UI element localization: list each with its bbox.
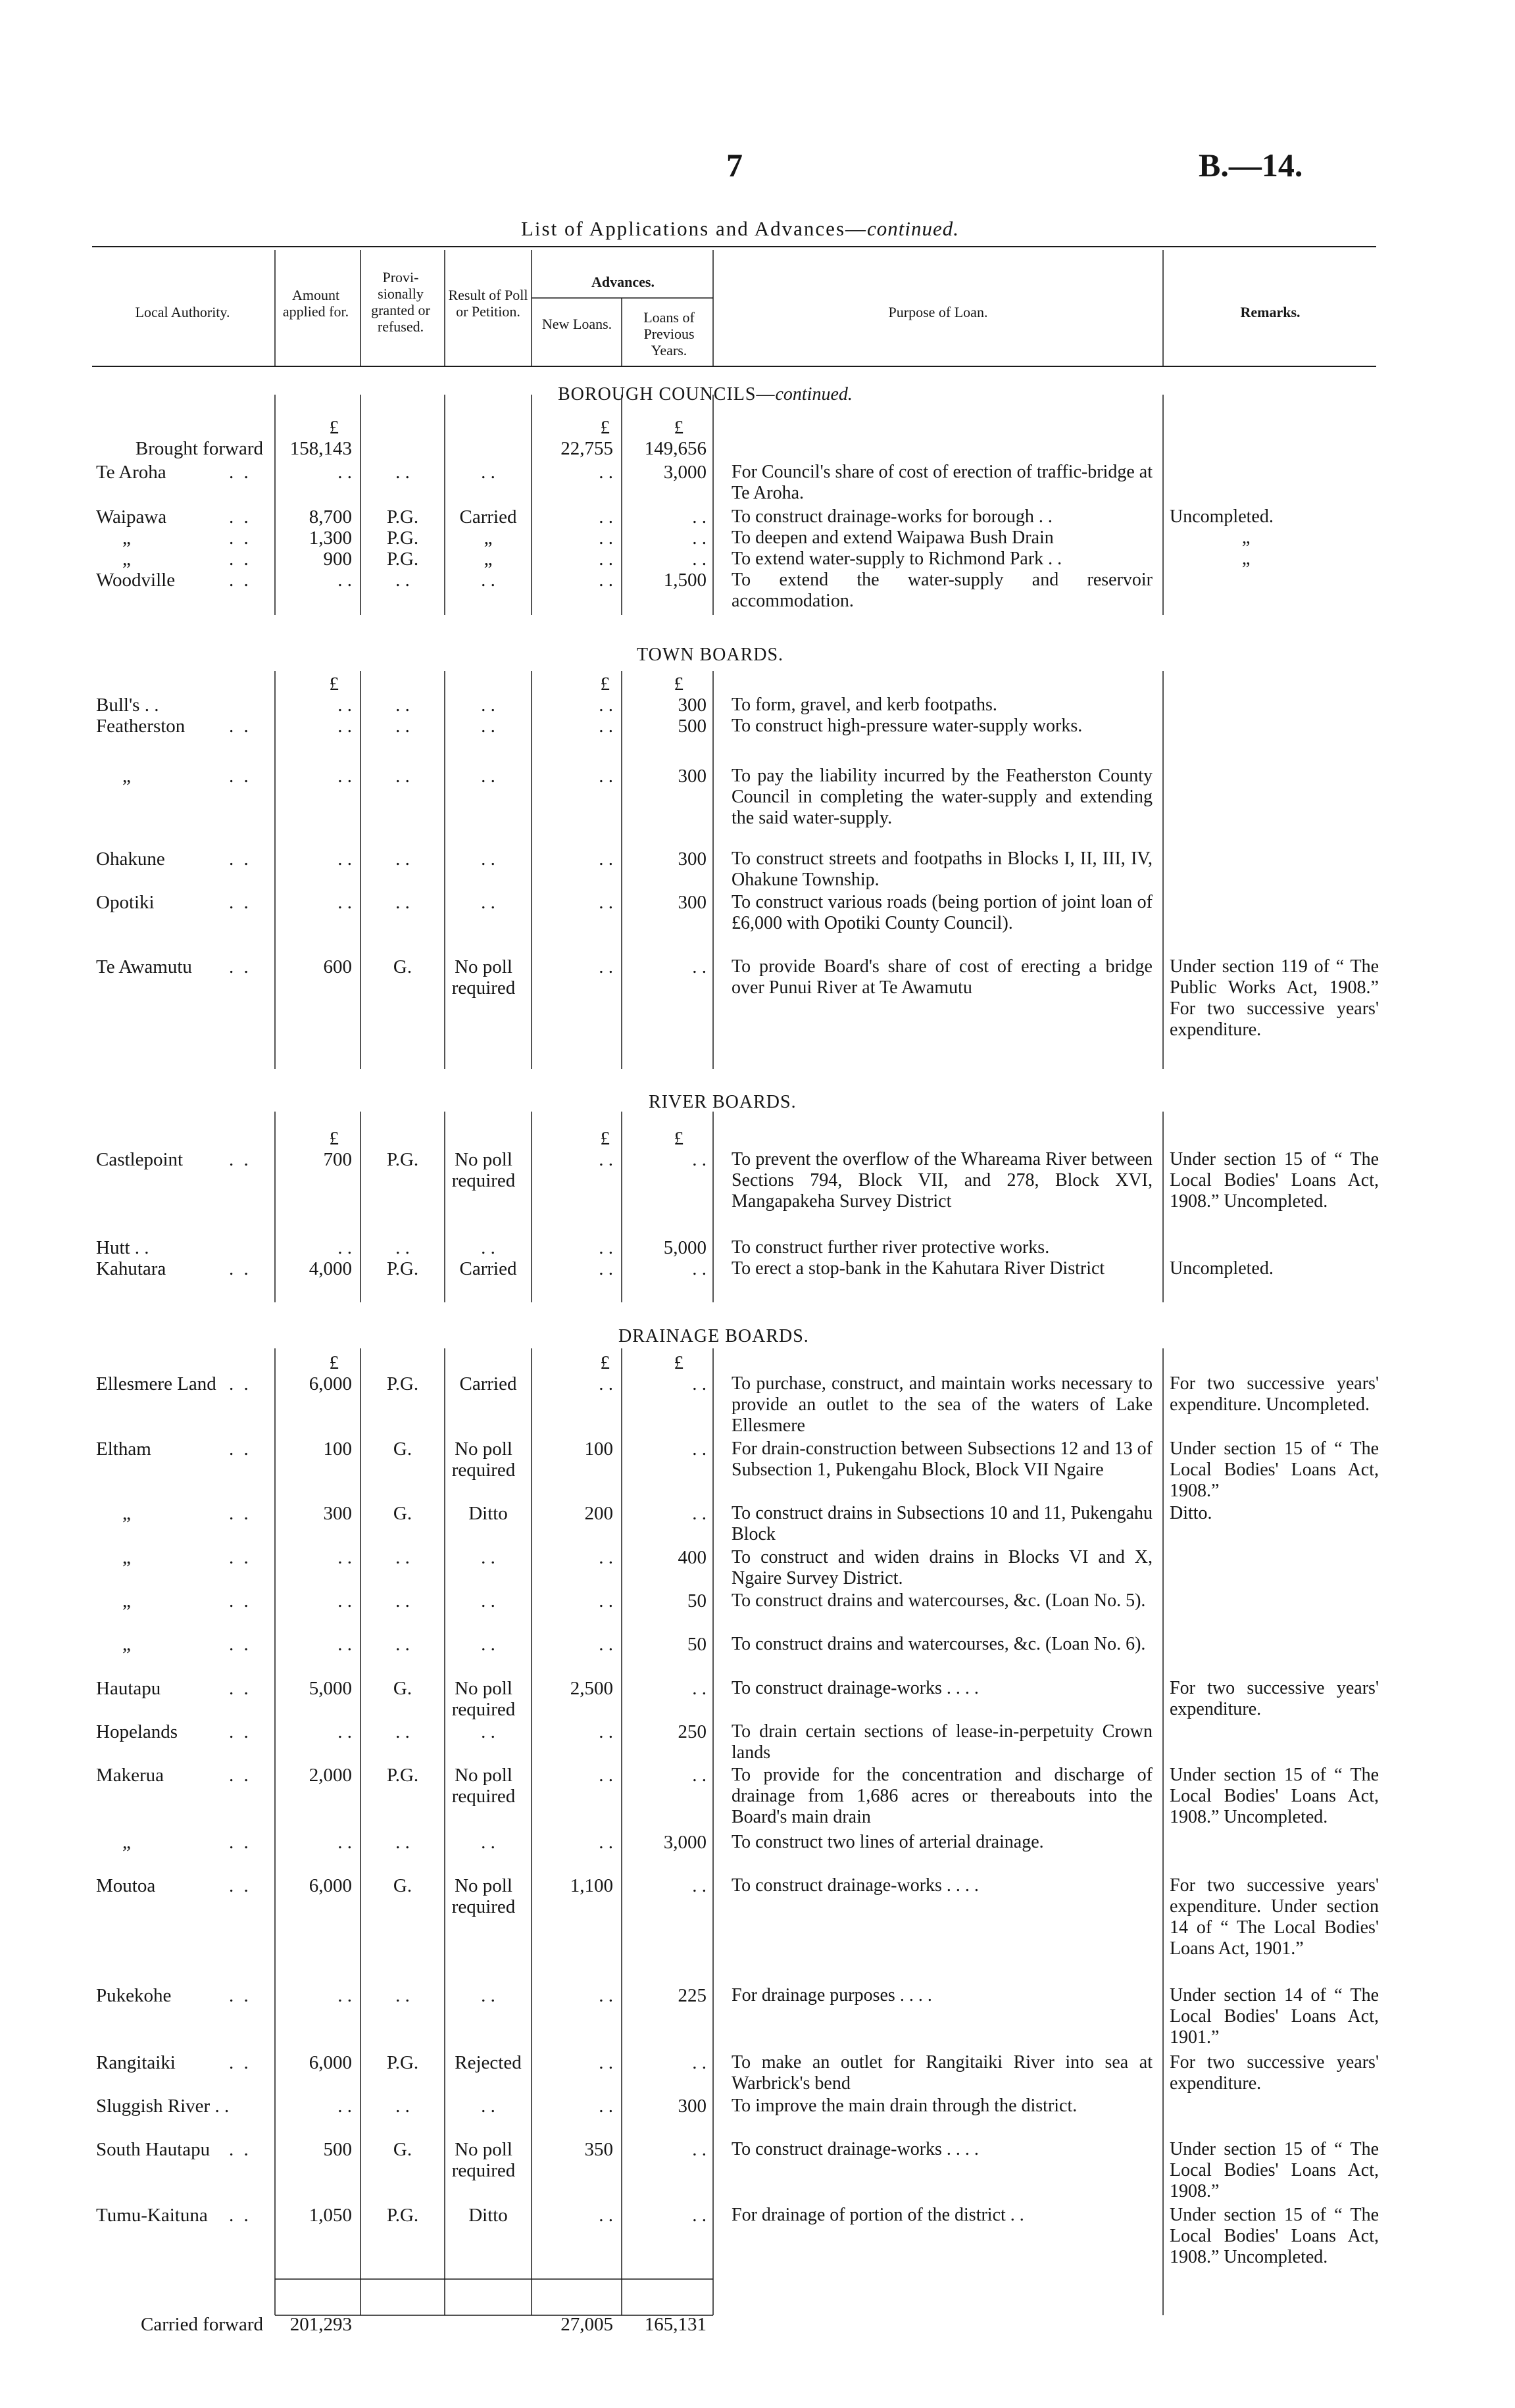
col-new-loans: New Loans. bbox=[541, 316, 612, 332]
row-authority-name: Castlepoint bbox=[96, 1149, 184, 1170]
pound-sign: £ bbox=[674, 1128, 683, 1149]
title-main: List of Applications and Advances— bbox=[520, 217, 868, 240]
row-remarks: For two successive years' expenditure. Uncompleted. bbox=[1170, 1373, 1379, 1415]
row-new-loans: . . bbox=[599, 1373, 613, 1394]
row-purpose: To provide for the concentration and discharge of drainage from 1,686 acres or thereabouts into the Board's main drain bbox=[732, 1765, 1153, 1827]
row-purpose: To construct drains and watercourses, &c. (Loan No. 6). bbox=[732, 1634, 1146, 1654]
row-provisional: P.G. bbox=[386, 1258, 419, 1279]
row-previous-loans: . . bbox=[692, 1149, 707, 1170]
pound-sign: £ bbox=[674, 674, 683, 695]
row-previous-loans: . . bbox=[692, 956, 707, 977]
row-authority-name: Moutoa bbox=[96, 1875, 156, 1896]
row-remarks: Under section 15 of “ The Local Bodies' Loans Act, 1908.” Uncompleted. bbox=[1170, 1765, 1379, 1827]
row-amount-applied: 6,000 bbox=[309, 2052, 352, 2073]
row-provisional: G. bbox=[393, 1438, 412, 1460]
row-poll-result: . . bbox=[481, 892, 495, 913]
row-remarks: Under section 15 of “ The Local Bodies' Loans Act, 1908.” bbox=[1170, 2139, 1379, 2201]
row-new-loans: 200 bbox=[584, 1503, 613, 1524]
row-new-loans: . . bbox=[599, 1721, 613, 1742]
row-authority-name: „ bbox=[122, 549, 131, 570]
row-poll-result: „ bbox=[484, 528, 493, 549]
row-poll-result: . . bbox=[481, 1832, 495, 1853]
row-amount-applied: 5,000 bbox=[309, 1678, 352, 1699]
row-authority-name: „ bbox=[122, 1634, 131, 1655]
row-new-loans: . . bbox=[599, 1149, 613, 1170]
row-amount-applied: 500 bbox=[323, 2139, 352, 2160]
col-result-of-poll: Result of Poll or Petition. bbox=[448, 287, 528, 320]
col-amount-applied: Amount applied for. bbox=[282, 287, 349, 320]
row-new-loans: . . bbox=[599, 1634, 613, 1655]
row-poll-result: . . bbox=[481, 848, 495, 870]
row-poll-result: . . bbox=[481, 1237, 495, 1258]
row-previous-loans: . . bbox=[692, 2205, 707, 2226]
row-poll-result: Ditto bbox=[468, 2205, 508, 2226]
row-new-loans: . . bbox=[599, 528, 613, 549]
row-poll-result: „ bbox=[484, 549, 493, 570]
row-provisional: . . bbox=[395, 462, 410, 483]
row-authority-name: Hutt . . bbox=[96, 1237, 149, 1258]
row-provisional: . . bbox=[395, 1721, 410, 1742]
row-provisional: . . bbox=[395, 1590, 410, 1611]
row-remarks: „ bbox=[1242, 528, 1251, 548]
row-previous-loans: 250 bbox=[678, 1721, 707, 1742]
leader-dots: . . bbox=[229, 506, 251, 528]
row-new-loans: 22,755 bbox=[560, 438, 613, 459]
pound-sign: £ bbox=[600, 417, 610, 438]
row-provisional: G. bbox=[393, 1678, 412, 1699]
row-previous-loans: . . bbox=[692, 2139, 707, 2160]
row-provisional: . . bbox=[395, 1985, 410, 2006]
row-purpose: To construct streets and footpaths in Blocks I, II, III, IV, Ohakune Township. bbox=[732, 848, 1153, 890]
row-previous-loans: . . bbox=[692, 528, 707, 549]
document-code: B.—14. bbox=[1199, 147, 1303, 184]
row-poll-result: No poll required bbox=[451, 1765, 516, 1807]
row-authority-name: Ohakune bbox=[96, 848, 165, 870]
row-poll-result: . . bbox=[481, 716, 495, 737]
row-remarks: Under section 15 of “ The Local Bodies' Loans Act, 1908.” Uncompleted. bbox=[1170, 1149, 1379, 1212]
row-authority-name: Brought forward bbox=[135, 438, 263, 459]
row-previous-loans: 165,131 bbox=[644, 2314, 707, 2335]
row-provisional: P.G. bbox=[386, 1373, 419, 1394]
row-provisional: . . bbox=[395, 766, 410, 787]
row-poll-result: No poll required bbox=[451, 1875, 516, 1917]
row-previous-loans: 300 bbox=[678, 766, 707, 787]
leader-dots: . . bbox=[229, 1765, 251, 1786]
row-purpose: To construct high-pressure water-supply works. bbox=[732, 716, 1083, 736]
row-authority-name: Hopelands bbox=[96, 1721, 178, 1742]
leader-dots: . . bbox=[229, 1503, 251, 1524]
row-new-loans: . . bbox=[599, 570, 613, 591]
row-provisional: P.G. bbox=[386, 506, 419, 528]
row-authority-name: Te Aroha bbox=[96, 462, 166, 483]
row-poll-result: Ditto bbox=[468, 1503, 508, 1524]
row-poll-result: Carried bbox=[459, 1258, 517, 1279]
row-amount-applied: . . bbox=[337, 1237, 352, 1258]
leader-dots: . . bbox=[229, 2139, 251, 2160]
row-provisional: P.G. bbox=[386, 549, 419, 570]
col-advances: Advances. bbox=[591, 274, 655, 290]
row-poll-result: No poll required bbox=[451, 1678, 516, 1720]
row-amount-applied: . . bbox=[337, 1832, 352, 1853]
row-previous-loans: . . bbox=[692, 2052, 707, 2073]
row-amount-applied: . . bbox=[337, 892, 352, 913]
row-poll-result: . . bbox=[481, 2096, 495, 2117]
row-new-loans: . . bbox=[599, 1832, 613, 1853]
row-amount-applied: 6,000 bbox=[309, 1875, 352, 1896]
row-amount-applied: . . bbox=[337, 1547, 352, 1568]
row-authority-name: „ bbox=[122, 1832, 131, 1853]
row-authority-name: Pukekohe bbox=[96, 1985, 172, 2006]
row-new-loans: . . bbox=[599, 1547, 613, 1568]
row-amount-applied: 1,050 bbox=[309, 2205, 352, 2226]
row-purpose: To construct drainage-works . . . . bbox=[732, 2139, 979, 2159]
row-remarks: Under section 15 of “ The Local Bodies' Loans Act, 1908.” bbox=[1170, 1438, 1379, 1501]
row-purpose: To construct drainage-works for borough . . bbox=[732, 506, 1053, 527]
pound-sign: £ bbox=[600, 1128, 610, 1149]
row-previous-loans: . . bbox=[692, 506, 707, 528]
row-amount-applied: . . bbox=[337, 1721, 352, 1742]
leader-dots: . . bbox=[229, 2052, 251, 2073]
row-new-loans: . . bbox=[599, 1237, 613, 1258]
row-amount-applied: . . bbox=[337, 1634, 352, 1655]
row-authority-name: Hautapu bbox=[96, 1678, 161, 1699]
leader-dots: . . bbox=[229, 956, 251, 977]
row-authority-name: „ bbox=[122, 766, 131, 787]
row-amount-applied: 201,293 bbox=[289, 2314, 352, 2335]
leader-dots: . . bbox=[229, 1438, 251, 1460]
row-poll-result: Rejected bbox=[455, 2052, 522, 2073]
row-provisional: P.G. bbox=[386, 2205, 419, 2226]
row-previous-loans: . . bbox=[692, 1678, 707, 1699]
row-provisional: . . bbox=[395, 1547, 410, 1568]
row-purpose: To improve the main drain through the district. bbox=[732, 2096, 1078, 2116]
row-amount-applied: . . bbox=[337, 695, 352, 716]
row-purpose: For drainage purposes . . . . bbox=[732, 1985, 932, 2005]
row-authority-name: Ellesmere Land bbox=[96, 1373, 216, 1394]
pound-sign: £ bbox=[674, 417, 683, 438]
row-purpose: To provide Board's share of cost of erecting a bridge over Punui River at Te Awamutu bbox=[732, 956, 1153, 998]
leader-dots: . . bbox=[229, 570, 251, 591]
row-previous-loans: . . bbox=[692, 1765, 707, 1786]
row-previous-loans: . . bbox=[692, 1373, 707, 1394]
row-provisional: G. bbox=[393, 2139, 412, 2160]
row-previous-loans: 50 bbox=[687, 1634, 707, 1655]
pound-sign: £ bbox=[329, 1352, 339, 1373]
section-river-boards: RIVER BOARDS. bbox=[649, 1092, 797, 1112]
row-amount-applied: . . bbox=[337, 1985, 352, 2006]
leader-dots: . . bbox=[229, 1634, 251, 1655]
row-previous-loans: 5,000 bbox=[663, 1237, 707, 1258]
leader-dots: . . bbox=[229, 716, 251, 737]
row-provisional: . . bbox=[395, 1832, 410, 1853]
leader-dots: . . bbox=[229, 1875, 251, 1896]
row-poll-result: Carried bbox=[459, 506, 517, 528]
row-previous-loans: . . bbox=[692, 1503, 707, 1524]
row-new-loans: 350 bbox=[584, 2139, 613, 2160]
row-previous-loans: . . bbox=[692, 549, 707, 570]
row-remarks: For two successive years' expenditure. bbox=[1170, 2052, 1379, 2094]
row-new-loans: 27,005 bbox=[560, 2314, 613, 2335]
row-new-loans: . . bbox=[599, 1765, 613, 1786]
pound-sign: £ bbox=[329, 1128, 339, 1149]
row-amount-applied: 700 bbox=[323, 1149, 352, 1170]
leader-dots: . . bbox=[229, 766, 251, 787]
row-authority-name: Sluggish River . . bbox=[96, 2096, 230, 2117]
row-purpose: To drain certain sections of lease-in-perpetuity Crown lands bbox=[732, 1721, 1153, 1763]
row-purpose: For drain-construction between Subsections 12 and 13 of Subsection 1, Pukengahu Block, Block VII Ngaire bbox=[732, 1438, 1153, 1480]
row-amount-applied: . . bbox=[337, 1590, 352, 1611]
row-new-loans: . . bbox=[599, 1258, 613, 1279]
row-amount-applied: 600 bbox=[323, 956, 352, 977]
row-poll-result: . . bbox=[481, 462, 495, 483]
leader-dots: . . bbox=[229, 1547, 251, 1568]
col-remarks: Remarks. bbox=[1240, 304, 1301, 320]
row-authority-name: South Hautapu bbox=[96, 2139, 211, 2160]
row-provisional: G. bbox=[393, 1503, 412, 1524]
row-purpose: To construct drains and watercourses, &c. (Loan No. 5). bbox=[732, 1590, 1146, 1611]
row-purpose: For Council's share of cost of erection of traffic-bridge at Te Aroha. bbox=[732, 462, 1153, 503]
row-new-loans: . . bbox=[599, 716, 613, 737]
row-poll-result: No poll required bbox=[451, 956, 516, 998]
row-remarks: Uncompleted. bbox=[1170, 1258, 1274, 1279]
row-purpose: To construct and widen drains in Blocks VI and X, Ngaire Survey District. bbox=[732, 1547, 1153, 1588]
leader-dots: . . bbox=[229, 549, 251, 570]
row-purpose: To prevent the overflow of the Whareama River between Sections 794, Block VII, and 278, Block XVI, Mangapakeha Survey District bbox=[732, 1149, 1153, 1212]
row-provisional: P.G. bbox=[386, 528, 419, 549]
leader-dots: . . bbox=[229, 1832, 251, 1853]
row-amount-applied: . . bbox=[337, 570, 352, 591]
row-remarks: Ditto. bbox=[1170, 1503, 1212, 1523]
row-amount-applied: 8,700 bbox=[309, 506, 352, 528]
row-new-loans: . . bbox=[599, 2205, 613, 2226]
col-previous-loans: Loans of Previous Years. bbox=[643, 309, 695, 358]
row-authority-name: Waipawa bbox=[96, 506, 167, 528]
row-new-loans: . . bbox=[599, 848, 613, 870]
leader-dots: . . bbox=[229, 528, 251, 549]
row-provisional: G. bbox=[393, 956, 412, 977]
row-purpose: To deepen and extend Waipawa Bush Drain bbox=[732, 528, 1054, 548]
title-continued: continued. bbox=[867, 217, 960, 240]
row-purpose: To purchase, construct, and maintain works necessary to provide an outlet to the sea of the waters of Lake Ellesmere bbox=[732, 1373, 1153, 1436]
row-purpose: To construct drainage-works . . . . bbox=[732, 1678, 979, 1698]
row-previous-loans: . . bbox=[692, 1875, 707, 1896]
row-new-loans: 1,100 bbox=[570, 1875, 613, 1896]
row-purpose: To erect a stop-bank in the Kahutara River District bbox=[732, 1258, 1105, 1279]
row-amount-applied: 158,143 bbox=[289, 438, 352, 459]
row-previous-loans: 300 bbox=[678, 848, 707, 870]
row-remarks: Under section 119 of “ The Public Works Act, 1908.” For two successive years' expenditure. bbox=[1170, 956, 1379, 1040]
row-poll-result: . . bbox=[481, 1721, 495, 1742]
leader-dots: . . bbox=[229, 1149, 251, 1170]
row-authority-name: Carried forward bbox=[141, 2314, 263, 2335]
row-previous-loans: 1,500 bbox=[663, 570, 707, 591]
row-amount-applied: 2,000 bbox=[309, 1765, 352, 1786]
row-authority-name: „ bbox=[122, 1590, 131, 1611]
row-authority-name: „ bbox=[122, 1503, 131, 1524]
row-poll-result: No poll required bbox=[451, 1438, 516, 1481]
row-amount-applied: 300 bbox=[323, 1503, 352, 1524]
row-authority-name: Bull's . . bbox=[96, 695, 159, 716]
row-new-loans: . . bbox=[599, 892, 613, 913]
row-poll-result: No poll required bbox=[451, 1149, 516, 1191]
row-purpose: For drainage of portion of the district . . bbox=[732, 2205, 1024, 2225]
section-drainage-boards: DRAINAGE BOARDS. bbox=[618, 1326, 809, 1346]
leader-dots: . . bbox=[229, 1678, 251, 1699]
leader-dots: . . bbox=[229, 2205, 251, 2226]
row-new-loans: . . bbox=[599, 2096, 613, 2117]
row-new-loans: . . bbox=[599, 1590, 613, 1611]
row-new-loans: 2,500 bbox=[570, 1678, 613, 1699]
row-provisional: . . bbox=[395, 570, 410, 591]
row-authority-name: „ bbox=[122, 528, 131, 549]
row-previous-loans: 3,000 bbox=[663, 1832, 707, 1853]
row-new-loans: . . bbox=[599, 766, 613, 787]
row-authority-name: Makerua bbox=[96, 1765, 164, 1786]
row-amount-applied: 100 bbox=[323, 1438, 352, 1460]
row-provisional: . . bbox=[395, 2096, 410, 2117]
row-authority-name: Tumu-Kaituna bbox=[96, 2205, 208, 2226]
row-authority-name: „ bbox=[122, 1547, 131, 1568]
row-previous-loans: 149,656 bbox=[644, 438, 707, 459]
row-purpose: To construct drains in Subsections 10 and 11, Pukengahu Block bbox=[732, 1503, 1153, 1544]
row-purpose: To construct two lines of arterial drainage. bbox=[732, 1832, 1044, 1852]
leader-dots: . . bbox=[229, 1258, 251, 1279]
section-borough-councils: BOROUGH COUNCILS—continued. bbox=[558, 384, 853, 405]
row-authority-name: Rangitaiki bbox=[96, 2052, 176, 2073]
row-new-loans: . . bbox=[599, 695, 613, 716]
row-purpose: To make an outlet for Rangitaiki River into sea at Warbrick's bend bbox=[732, 2052, 1153, 2094]
row-new-loans: . . bbox=[599, 462, 613, 483]
row-purpose: To extend water-supply to Richmond Park . . bbox=[732, 549, 1062, 569]
row-previous-loans: 400 bbox=[678, 1547, 707, 1568]
row-amount-applied: 4,000 bbox=[309, 1258, 352, 1279]
pound-sign: £ bbox=[600, 1352, 610, 1373]
row-previous-loans: 300 bbox=[678, 892, 707, 913]
leader-dots: . . bbox=[229, 892, 251, 913]
row-authority-name: Kahutara bbox=[96, 1258, 166, 1279]
row-poll-result: . . bbox=[481, 570, 495, 591]
col-local-authority: Local Authority. bbox=[135, 304, 230, 320]
leader-dots: . . bbox=[229, 1721, 251, 1742]
row-provisional: . . bbox=[395, 1634, 410, 1655]
row-new-loans: . . bbox=[599, 2052, 613, 2073]
row-previous-loans: 3,000 bbox=[663, 462, 707, 483]
col-provisionally-granted: Provi- sionally granted or refused. bbox=[371, 269, 430, 335]
row-authority-name: Eltham bbox=[96, 1438, 151, 1460]
row-purpose: To pay the liability incurred by the Featherston County Council in completing the water-supply and extending the said water-supply. bbox=[732, 766, 1153, 828]
row-remarks: Under section 14 of “ The Local Bodies' Loans Act, 1901.” bbox=[1170, 1985, 1379, 2048]
row-remarks: For two successive years' expenditure. Under section 14 of “ The Local Bodies' Loans Act, 1901.” bbox=[1170, 1875, 1379, 1959]
row-provisional: . . bbox=[395, 695, 410, 716]
leader-dots: . . bbox=[229, 1373, 251, 1394]
pound-sign: £ bbox=[600, 674, 610, 695]
row-new-loans: . . bbox=[599, 506, 613, 528]
row-new-loans: . . bbox=[599, 956, 613, 977]
row-provisional: . . bbox=[395, 848, 410, 870]
leader-dots: . . bbox=[229, 462, 251, 483]
row-authority-name: Te Awamutu bbox=[96, 956, 192, 977]
section-town-boards: TOWN BOARDS. bbox=[637, 645, 784, 665]
row-previous-loans: . . bbox=[692, 1438, 707, 1460]
row-amount-applied: . . bbox=[337, 766, 352, 787]
row-remarks: Uncompleted. bbox=[1170, 506, 1274, 527]
pound-sign: £ bbox=[329, 674, 339, 695]
row-remarks: For two successive years' expenditure. bbox=[1170, 1678, 1379, 1719]
row-provisional: P.G. bbox=[386, 2052, 419, 2073]
row-amount-applied: 900 bbox=[323, 549, 352, 570]
row-previous-loans: 300 bbox=[678, 695, 707, 716]
row-provisional: P.G. bbox=[386, 1765, 419, 1786]
pound-sign: £ bbox=[329, 417, 339, 438]
row-poll-result: . . bbox=[481, 1590, 495, 1611]
row-amount-applied: 6,000 bbox=[309, 1373, 352, 1394]
row-amount-applied: . . bbox=[337, 848, 352, 870]
leader-dots: . . bbox=[229, 1985, 251, 2006]
row-purpose: To construct further river protective works. bbox=[732, 1237, 1050, 1258]
row-poll-result: No poll required bbox=[451, 2139, 516, 2181]
row-previous-loans: . . bbox=[692, 1258, 707, 1279]
row-amount-applied: . . bbox=[337, 2096, 352, 2117]
row-purpose: To construct drainage-works . . . . bbox=[732, 1875, 979, 1896]
row-purpose: To extend the water-supply and reservoir accommodation. bbox=[732, 570, 1153, 611]
leader-dots: . . bbox=[229, 848, 251, 870]
row-amount-applied: 1,300 bbox=[309, 528, 352, 549]
leader-dots: . . bbox=[229, 1590, 251, 1611]
row-remarks: „ bbox=[1242, 549, 1251, 569]
row-previous-loans: 300 bbox=[678, 2096, 707, 2117]
row-poll-result: . . bbox=[481, 766, 495, 787]
row-remarks: Under section 15 of “ The Local Bodies' Loans Act, 1908.” Uncompleted. bbox=[1170, 2205, 1379, 2267]
row-authority-name: Woodville bbox=[96, 570, 176, 591]
row-amount-applied: . . bbox=[337, 462, 352, 483]
row-new-loans: . . bbox=[599, 549, 613, 570]
row-poll-result: . . bbox=[481, 695, 495, 716]
page-number: 7 bbox=[726, 147, 743, 184]
row-authority-name: Opotiki bbox=[96, 892, 155, 913]
row-provisional: P.G. bbox=[386, 1149, 419, 1170]
row-previous-loans: 225 bbox=[678, 1985, 707, 2006]
row-authority-name: Featherston bbox=[96, 716, 186, 737]
pound-sign: £ bbox=[674, 1352, 683, 1373]
row-previous-loans: 500 bbox=[678, 716, 707, 737]
row-provisional: . . bbox=[395, 716, 410, 737]
row-new-loans: . . bbox=[599, 1985, 613, 2006]
row-purpose: To form, gravel, and kerb footpaths. bbox=[732, 695, 997, 715]
row-provisional: . . bbox=[395, 1237, 410, 1258]
row-previous-loans: 50 bbox=[687, 1590, 707, 1611]
row-amount-applied: . . bbox=[337, 716, 352, 737]
row-new-loans: 100 bbox=[584, 1438, 613, 1460]
row-poll-result: . . bbox=[481, 1985, 495, 2006]
row-poll-result: Carried bbox=[459, 1373, 517, 1394]
row-purpose: To construct various roads (being portion of joint loan of £6,000 with Opotiki County Council). bbox=[732, 892, 1153, 933]
col-purpose: Purpose of Loan. bbox=[888, 304, 988, 320]
row-provisional: G. bbox=[393, 1875, 412, 1896]
row-poll-result: . . bbox=[481, 1547, 495, 1568]
row-poll-result: . . bbox=[481, 1634, 495, 1655]
row-provisional: . . bbox=[395, 892, 410, 913]
